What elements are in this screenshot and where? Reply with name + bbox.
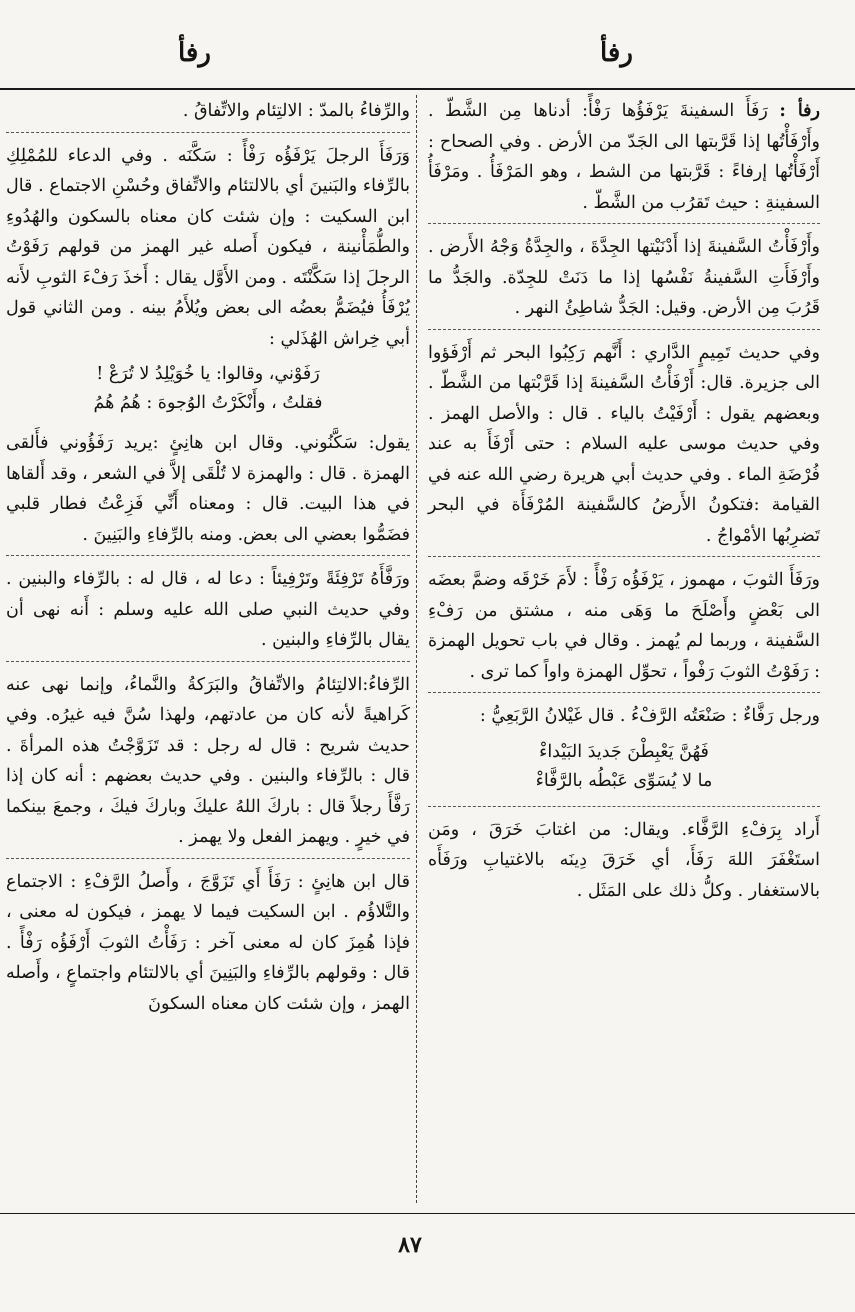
entry-paragraph: قال ابن هانِئٍ : رَفَأَ أَي تَزَوَّجَ ، وأَصلُ الرَّفْءِ : الاجتماع والتَّلاؤُم . ابن السكيت فيما لا يهمز ، فيكون له معنى ، فإذا هُمِزَ كان له معنى آخر : رَفَأْتُ الثوبَ أَرْفَؤُه رَفْأً . قال : وقولهم بالرِّفاءِ والبَنِينَ أي بالالتئام واجتماعٍ ، وأَصله الهمز ، وإن شئت كان معناه السكونَ [6, 871, 410, 1014]
entry-paragraph: وفي حديث تَمِيمٍ الدَّاري : أَنَّهم رَكِبُوا البحر ثم أَرْفَؤوا الى جزيرة. قال: أَرْفَأْتُ السَّفينةَ إذا قَرَّبْتها من الشَّطّ . وبعضهم يقول : أَرْفَيْتُ بالياء . قال : والأصل الهمز . وفي حديث موسى عليه السلام : حتى أَرْفَأَ به عند فُرْضَةِ الماء . وفي حديث أبي هريرة رضي الله عنه في القيامة :فتكونُ الأَرضُ كالسَّفينة المُرْفَأَة في البحر تَضرِبُها الأمْواجُ . [428, 338, 820, 558]
verse-line: ما لا يُسَوِّى عَبْطُه بالرَّفَّاءْ [535, 770, 713, 791]
entry-paragraph: وَرَفَأَ الرجلَ يَرْفَؤُه رَفْأً : سَكَّنَه . وفي الدعاء للمُمْلِكِ بالرِّفاء والبَنينَ أي بالالتئام والاتِّفاق وحُسْنِ الاجتماع . قال ابن السكيت : وإن شئت كان معناه بالسكون والهُدُوءِ والطُّمَأْنينة ، فيكون أَصله غير الهمز من قولهم رَفَوْتُ الرجلَ إذا سَكَّنْتَه . ومن الأَوَّل يقال : أَخذَ رَفْءَ الثوبِ لأَنه يُرْفَأُ فيُضَمُّ بعضُه الى بعض ويُلأَمُ بينه . ومن الثاني قول أبي خِراش الهُذَلي : [6, 145, 410, 349]
page-number: ٨٧ [398, 1232, 422, 1258]
poetry-verse [6, 360, 410, 418]
entry-headword: رفأ : [779, 101, 820, 121]
header-left-word: رفأ [178, 38, 211, 68]
entry-paragraph: ورَفَّأَهُ تَرْفِئَةً وتَرْفِيئاً : دعا له ، قال له : بالرِّفاء والبنين . وفي حديث النبي صلى الله عليه وسلم : أَنه نهى أن يقال بالرِّفاءِ والبنين . [6, 564, 410, 662]
column-divider [416, 95, 417, 1203]
entry-paragraph: يقول: سَكَّنُوني. وقال ابن هانِئٍ :يريد رَفَؤُوني فأَلقى الهمزة . قال : والهمزة لا تُلْقَى إلاَّ في الشعر ، وقد أَلقاها في هذا البيت. قال : ومعناه أَنِّي فَزِعْتُ فطار قلبي فضَمُّوا بعضي الى بعض. ومنه بالرِّفاءِ والبَنِينَ . [6, 428, 410, 556]
verse-line: فقلتُ ، وأَنْكَرْتُ الوُجوهَ : هُمُ هُمُ [93, 393, 323, 413]
entry-paragraph [428, 96, 820, 224]
entry-paragraph: والرِّفاءُ بالمدّ : الالتِئام والاتِّفاقُ . [6, 96, 410, 133]
entry-paragraph: أَراد بِرَفْءِ الرَّفَّاء. ويقال: من اغتابَ خَرَقَ ، ومَن استَغْفَرَ اللهَ رَفَأَ، أي خَرَقَ دِينَه بالاغتيابِ ورَفَأَه بالاستغفار . وكلُّ ذلك على المَثَل . [428, 806, 820, 907]
header-right-word: رفأ [600, 38, 633, 68]
entry-paragraph: الرِّفاءُ:الالتِئامُ والاتِّفاقُ والبَرَكةُ والنَّماءُ، وإنما نهى عنه كَراهيةً لأنه كان من عادتهم، ولهذا سُنَّ فيه غيرُه. وفي حديث شريح : قال له رجل : قد تَزَوَّجْتُ هذه المرأةَ . قال : بالرِّفاء والبنين . وفي حديث بعضهم : أنه كان إذا رَفَّأَ رجلاً قال : باركَ اللهُ عليكَ وباركَ فيكَ ، وجمعَ بينكما في خيرٍ . ويهمز الفعل ولا يهمز . [6, 670, 410, 859]
entry-paragraph: وأَرْفَأْتُ السَّفينةَ إذا أَدْنَيْتها الجِدَّةَ ، والجِدَّةُ وَجْهُ الأَرض . وأَرْفَأَتِ السَّفينةُ نَفْسُها إذا ما دَنَتْ للجِدّة. والجَدُّ ما قَرُبَ مِن الأرض. وقيل: الجَدُّ شاطِئُ النهر . [428, 232, 820, 330]
entry-text: رَفَأَ السفينةَ يَرْفَؤُها رَفْأً: أدناها مِن الشَّطّ . وأَرْفَأْتُها إذا قَرَّبتها الى الجَدّ من الأرض . وفي الصحاح : أَرْفَأْتُها إرفاءً : قَرَّبتها من الشط ، وهو المَرْفَأُ . ومَرْفَأُ السفينةِ : حيث تَقرُب من الشَّطّ . [428, 101, 820, 213]
header-rule [0, 88, 855, 90]
right-column [428, 96, 820, 912]
verse-line: رَفَوْني، وقالوا: يا خُوَيْلِدُ لا تُرَعْ ! [96, 364, 320, 384]
verse-line: فَهُنَّ يَعْبِطْنَ جَديدَ البَيْداءْ [539, 741, 709, 762]
poetry-verse [428, 738, 820, 796]
footer-rule [0, 1213, 855, 1214]
entry-paragraph: ورَفَأَ الثوبَ ، مهموز ، يَرْفَؤُه رَفْأً : لأَمَ خَرْقَه وضمَّ بعضَه الى بَعْضٍ وأَصْلَحَ ما وَهَى منه ، مشتق من رَفْءِ السَّفينة ، وربما لم يُهمز . وقال في باب تحويل الهمزة : رَفَوْتُ الثوبَ رَفْواً ، تحوِّل الهمزة واواً كما ترى . [428, 565, 820, 693]
left-column [6, 96, 410, 1025]
entry-paragraph: ورجل رَفَّاءٌ : صَنْعَتُه الرَّفْءُ . قال غَيْلانُ الرَّبَعِيُّ : [479, 706, 820, 726]
